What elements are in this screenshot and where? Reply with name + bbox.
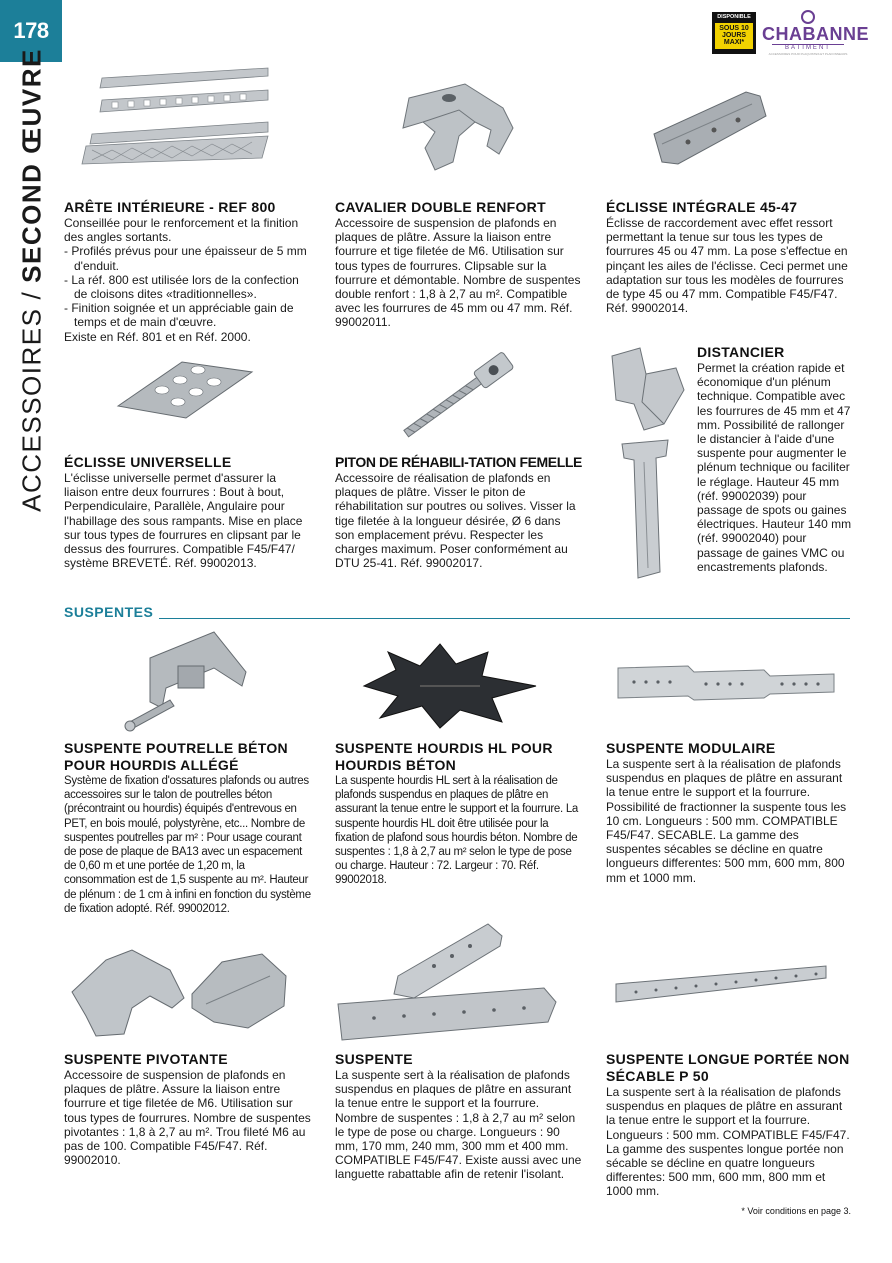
- brand-sub: BATIMENT: [772, 44, 844, 52]
- product-piton: [335, 454, 583, 570]
- product-poutrelle: [64, 740, 312, 916]
- feature-list: [64, 244, 312, 329]
- product-title: CAVALIER DOUBLE RENFORT: [335, 199, 546, 215]
- suspente-image: [334, 922, 560, 1042]
- product-description: Permet la création rapide et économique d'un plénum technique. Compatible avec les fourrures de 45 mm et 47 mm. Possibilité de rallonger le distancier à l'aide d'une suspente pour augmenter le plénum technique ou faciliter le réglage. Hauteur 45 mm (réf. 99002039) pour passage de spots ou gaines électriques. Hauteur 140 mm (réf. 99002040) pour passage de gaines VMC ou encastrements plafonds.: [697, 361, 852, 574]
- section-divider: [154, 618, 850, 619]
- product-title: SUSPENTE POUTRELLE BÉTON POUR HOURDIS ALLÉGÉ: [64, 740, 288, 773]
- product-longue-portee: [606, 1051, 854, 1199]
- product-title: SUSPENTE PIVOTANTE: [64, 1051, 228, 1067]
- product-intro: Conseillée pour le renforcement et la finition des angles sortants.: [64, 216, 299, 245]
- cavalier-image: [395, 78, 520, 178]
- product-description: L'éclisse universelle permet d'assurer la liaison entre deux fourrures : Bout à bout, Perpendiculaire, Parallèle, Angulaire pour l'habillage des sous rampants. Mise en place sur tous types de fourrures en clipsant par le dessus des fourrures. Compatible F45/F47/ système BREVETÉ. Réf. 99002013.: [64, 471, 303, 571]
- product-description: Accessoire de suspension de plafonds en plaques de plâtre. Assure la liaison entre fourrure et tige filetée de M6. Utilisation sur tous types de fourrures. Clipsable sur la fourrure et démontable. Nombre de suspentes double renfort : 1,8 à 2,7 au m². Compatible avec les fourrures de 45 mm ou 47 mm. Réf. 99002011.: [335, 216, 581, 330]
- side-title: [17, 48, 48, 512]
- product-title: SUSPENTE HOURDIS HL POUR HOURDIS BÉTON: [335, 740, 553, 773]
- brand-logo: [762, 10, 869, 58]
- product-title: PITON DE RÉHABILI-TATION FEMELLE: [335, 454, 582, 470]
- side-title-section: SECOND ŒUVRE: [16, 48, 47, 283]
- product-modulaire: [606, 740, 854, 885]
- feature-item: - Profilés prévus pour une épaisseur de 5 mm d'enduit.: [64, 244, 307, 273]
- product-eclisse-integrale: [606, 199, 854, 315]
- product-description: Système de fixation d'ossatures plafonds ou autres accessoires sur le talon de poutrelles béton (précontraint ou hourdis) équipés d'entrevous en PET, en bois moulé, polystyrène, etc... Nombre de suspentes poutrelles par m² : Pour usage courant de pose de plaque de BA13 avec un espacement de 0,60 m et une portée de 1,20 m, la consommation est de 1,5 suspente au m². Hauteur de plénum : de 1 cm à infini en fonction du système de fixation adopté. Réf. 99002012.: [64, 775, 311, 915]
- page-number: 178: [0, 0, 62, 62]
- arete-image: [72, 64, 272, 174]
- product-suspente: [335, 1051, 583, 1182]
- availability-badge: [712, 12, 756, 54]
- distancier-long-image: [616, 436, 676, 582]
- distancier-image: [604, 344, 688, 434]
- brand-tagline: ACCESSOIRES POUR PLAQUISTES ET PLAFONNEURS: [768, 52, 848, 56]
- brand-name: CHABANNE: [762, 24, 869, 44]
- product-description: Accessoire de réalisation de plafonds en plaques de plâtre. Visser le piton de réhabilitation sur poutres ou solives. Visser la tige filetée à la longueur désirée, Ø 6 dans son emplacement prévu. Respecter les charges maximum. Poser conformément au DTU 25-41. Réf. 99002017.: [335, 471, 576, 571]
- suspente-pivotante-image: [66, 946, 290, 1040]
- product-title: ARÊTE INTÉRIEURE - REF 800: [64, 199, 276, 215]
- badge-top: DISPONIBLE: [717, 14, 751, 20]
- feature-item: - Finition soignée et un appréciable gain de temps et de main d'œuvre.: [64, 301, 294, 330]
- badge-delay: SOUS 10 JOURS MAXI*: [715, 23, 753, 49]
- product-pivotante: [64, 1051, 312, 1167]
- product-eclisse-universelle: [64, 454, 312, 570]
- product-cavalier: [335, 199, 583, 330]
- product-title: SUSPENTE: [335, 1051, 413, 1067]
- product-description: La suspente sert à la réalisation de plafonds suspendus en plaques de plâtre en assurant la tenue entre le support et la fourrure. Nombre de suspentes : 1,8 à 2,7 au m² selon le type de pose ou charge. Longueurs : 90 mm, 170 mm, 240 mm, 300 mm et 400 mm. COMPATIBLE F45/F47. Existe aussi avec une languette rabattable afin de retenir l'isolant.: [335, 1068, 582, 1182]
- product-description: Accessoire de suspension de plafonds en plaques de plâtre. Assure la liaison entre fourrure et tige filetée de M6. Utilisation sur tous types de fourrures. Nombre de suspentes pivotantes : 1,8 à 2,7 au m². Trou fileté M6 au pas de 100. Compatible F45/F47. Réf. 99002010.: [64, 1068, 311, 1168]
- logo-mark-icon: [801, 10, 815, 24]
- side-title-category: ACCESSOIRES: [16, 307, 47, 512]
- suspente-hourdis-image: [360, 640, 540, 730]
- product-outro: Existe en Réf. 801 et en Réf. 2000.: [64, 329, 251, 344]
- product-title: ÉCLISSE INTÉGRALE 45-47: [606, 199, 798, 215]
- product-description: La suspente sert à la réalisation de plafonds suspendus en plaques de plâtre en assurant la tenue entre le support et la fourrure. Longueurs : 500 mm. COMPATIBLE F45/F47. La gamme des suspentes longue portée non sécable se décline en quatre longueurs differentes: 500 mm, 600 mm, 800 mm et 1000 mm.: [606, 1085, 850, 1199]
- side-title-separator: /: [16, 290, 47, 300]
- product-hourdis: [335, 740, 583, 888]
- product-title: ÉCLISSE UNIVERSELLE: [64, 454, 232, 470]
- product-description: Éclisse de raccordement avec effet ressort permettant la tenue sur tous les types de fourrures 45 ou 47 mm. La pose s'effectue en pinçant les ailes de l'éclisse. Ceci permet une adaptation sur tous les modèles de fourrures de type 45 ou 47 mm. Compatible F45/F47. Réf. 99002014.: [606, 216, 848, 316]
- product-title: DISTANCIER: [697, 344, 785, 360]
- section-title: SUSPENTES: [64, 604, 159, 620]
- suspente-modulaire-image: [614, 660, 838, 706]
- section-suspentes: [64, 604, 850, 624]
- footnote: * Voir conditions en page 3.: [741, 1206, 851, 1216]
- suspente-longue-image: [612, 962, 830, 1008]
- product-title: SUSPENTE MODULAIRE: [606, 740, 776, 756]
- piton-image: [388, 350, 528, 442]
- product-description: La suspente sert à la réalisation de plafonds suspendus en plaques de plâtre en assurant la tenue entre le support et la fourrure. Possibilité de fractionner la suspente tous les 10 cm. Longueurs : 500 mm. COMPATIBLE F45/F47. SECABLE. La gamme des suspentes sécables se décline en quatre longueurs differentes: 500 mm, 600 mm, 800 mm et 1000 mm.: [606, 757, 847, 885]
- eclisse-integrale-image: [648, 86, 773, 172]
- feature-item: - La réf. 800 est utilisée lors de la confection de cloisons dites «traditionnelles».: [64, 272, 299, 302]
- product-distancier: [697, 344, 853, 574]
- suspente-poutrelle-image: [122, 628, 250, 732]
- eclisse-universelle-image: [112, 356, 257, 424]
- product-arete: [64, 199, 312, 344]
- product-title: SUSPENTE LONGUE PORTÉE NON SÉCABLE P 50: [606, 1051, 850, 1084]
- product-description: La suspente hourdis HL sert à la réalisation de plafonds suspendus en plaques de plâtre en assurant la tenue entre le support et la fourrure. La suspente hourdis HL doit être utilisée pour la fixation de plafond sous hourdis béton. Nombre de suspentes : 1,8 à 2,7 au m² selon le type de pose ou charge. Hauteur : 72. Largeur : 70. Réf. 99002018.: [335, 775, 579, 887]
